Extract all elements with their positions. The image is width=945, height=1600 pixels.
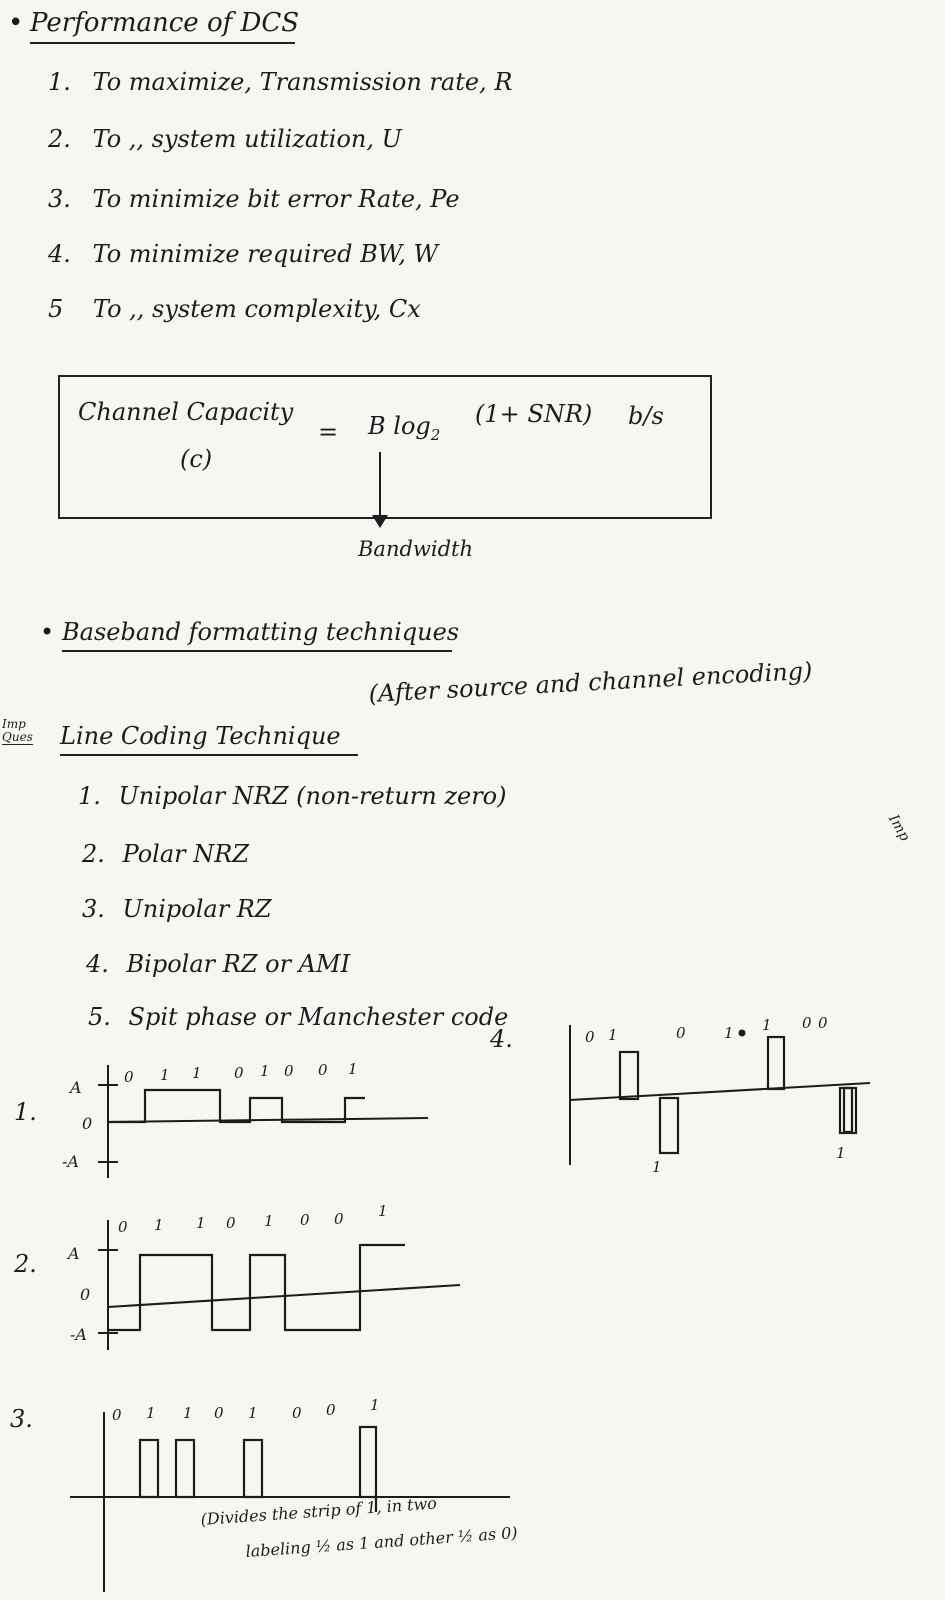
ink-dot — [739, 1030, 746, 1037]
d3-note-line-2: labeling ½ as 1 and other ½ as 0) — [245, 1522, 519, 1561]
diagram-1-label: 1. — [14, 1098, 37, 1126]
item-text: Spit phase or Manchester code — [128, 1003, 509, 1031]
diagram-2-axes — [98, 1220, 460, 1350]
d1-level-0: 0 — [82, 1114, 93, 1133]
d4-bit: 0 — [676, 1024, 686, 1042]
d3-bit: 0 — [326, 1401, 336, 1419]
item-text: Unipolar RZ — [122, 895, 272, 923]
d3-bit: 1 — [146, 1404, 156, 1422]
d2-bit: 0 — [334, 1210, 344, 1228]
item-text: To minimize bit error Rate, Pe — [92, 185, 460, 213]
baseband-heading: • Baseband formatting techniques — [62, 618, 452, 652]
d2-bit: 1 — [154, 1216, 164, 1234]
diagram-4-axes — [570, 1025, 870, 1165]
d2-level-0: 0 — [80, 1285, 91, 1304]
d3-bit: 0 — [112, 1406, 122, 1424]
d1-bit: 1 — [348, 1060, 358, 1078]
bandwidth-arrow — [372, 452, 388, 528]
bandwidth-label: Bandwidth — [358, 537, 474, 561]
item-text: Unipolar NRZ (non-return zero) — [118, 782, 507, 810]
d3-bit: 0 — [292, 1404, 302, 1422]
diagram-3-axes — [70, 1412, 510, 1592]
d4-bit: 0 — [818, 1014, 828, 1032]
item-text: To ,, system utilization, U — [92, 125, 402, 153]
item-text: Bipolar RZ or AMI — [126, 950, 351, 978]
item-text: To maximize, Transmission rate, R — [92, 68, 513, 96]
d4-bit: 1 — [836, 1144, 846, 1162]
capacity-argument: (1+ SNR) — [475, 400, 593, 428]
formula-subscript: 2 — [430, 425, 441, 444]
d4-bit: 1 — [724, 1024, 734, 1042]
item-number: 2. — [48, 125, 71, 153]
d2-bit: 0 — [118, 1218, 128, 1236]
diagram-2-label: 2. — [14, 1250, 37, 1278]
formula-log: B log — [368, 412, 431, 440]
item-number: 1. — [48, 68, 71, 96]
d1-bit: 0 — [284, 1062, 294, 1080]
d4-bit: 1 — [608, 1026, 618, 1044]
line-coding-note: (After source and channel encoding) — [368, 656, 814, 708]
item-text: To ,, system complexity, Cx — [92, 295, 421, 323]
d1-level-neg-a: -A — [62, 1152, 79, 1171]
diagram-1-waveform — [108, 1090, 365, 1122]
diagram-2-waveform — [108, 1245, 405, 1330]
d4-bit: 0 — [585, 1028, 595, 1046]
d2-level-a: A — [68, 1244, 80, 1263]
d3-bit: 0 — [214, 1404, 224, 1422]
d2-bit: 1 — [378, 1202, 388, 1220]
item-number: 5 — [48, 295, 64, 323]
tag-line-2: Ques — [2, 730, 33, 744]
item-text: Polar NRZ — [122, 840, 250, 868]
tag-line-1: Imp — [2, 717, 26, 731]
item-number: 2. — [82, 840, 105, 868]
d3-bit: 1 — [370, 1396, 380, 1414]
capacity-label: Channel Capacity — [78, 398, 294, 426]
item-text: To minimize required BW, W — [92, 240, 439, 268]
d3-bit: 1 — [183, 1404, 193, 1422]
d1-bit: 0 — [124, 1068, 134, 1086]
diagram-3-label: 3. — [10, 1405, 33, 1433]
diagram-4-label: 4. — [490, 1025, 513, 1053]
diagram-3-waveform — [140, 1427, 376, 1512]
item-number: 4. — [86, 950, 109, 978]
d4-bit: 0 — [802, 1014, 812, 1032]
capacity-symbol: (c) — [180, 445, 213, 473]
d2-level-neg-a: -A — [70, 1325, 87, 1344]
d1-bit: 1 — [260, 1062, 270, 1080]
line-coding-heading: Line Coding Technique — [60, 722, 358, 756]
d1-bit: 1 — [160, 1066, 170, 1084]
item-number: 4. — [48, 240, 71, 268]
diagram-1-axes — [98, 1065, 428, 1178]
d3-bit: 1 — [248, 1404, 258, 1422]
d2-bit: 1 — [264, 1212, 274, 1230]
d2-bit: 0 — [226, 1214, 236, 1232]
margin-imp-mark: Imp — [885, 811, 913, 845]
d2-bit: 0 — [300, 1211, 310, 1229]
d2-bit: 1 — [196, 1214, 206, 1232]
d4-bit: 1 — [762, 1016, 772, 1034]
d4-bit: 1 — [652, 1158, 662, 1176]
d3-note-line-1: (Divides the strip of 1, in two — [200, 1493, 438, 1529]
d1-bit: 1 — [192, 1064, 202, 1082]
capacity-equals: = — [318, 418, 339, 446]
capacity-unit: b/s — [628, 402, 664, 430]
d1-bit: 0 — [318, 1061, 328, 1079]
item-number: 1. — [78, 782, 101, 810]
item-number: 3. — [82, 895, 105, 923]
item-number: 5. — [88, 1003, 111, 1031]
d1-level-a: A — [70, 1078, 82, 1097]
item-number: 3. — [48, 185, 71, 213]
performance-heading: • Performance of DCS — [30, 8, 295, 44]
d1-bit: 0 — [234, 1064, 244, 1082]
